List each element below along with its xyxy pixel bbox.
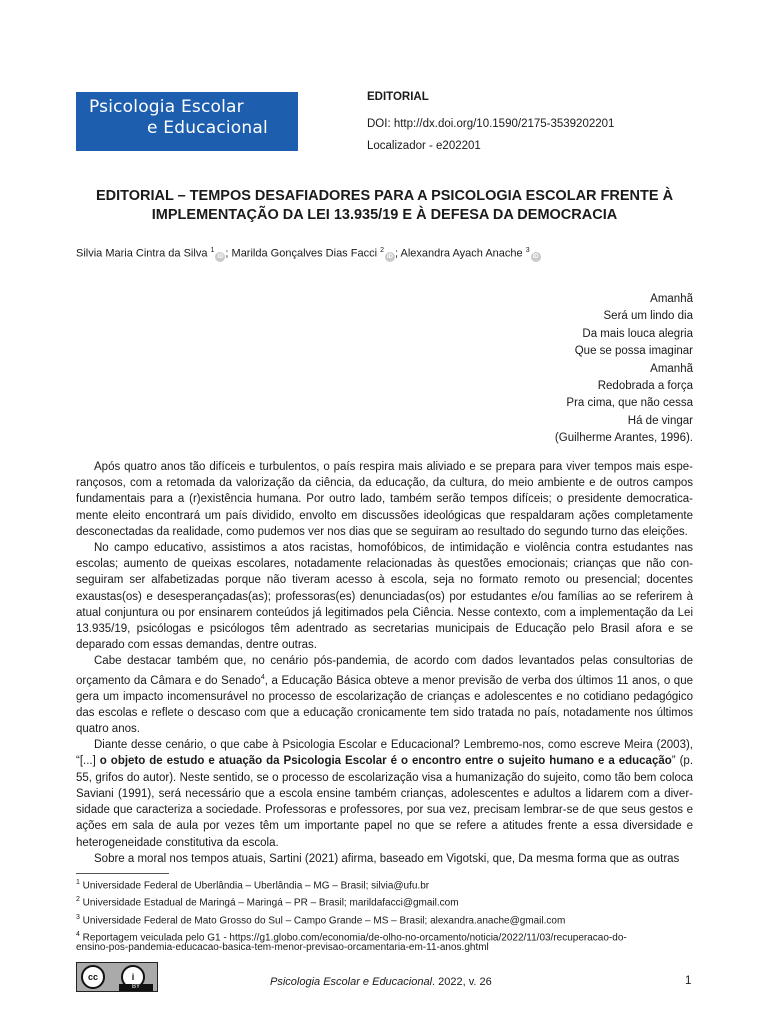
footnote-divider [76,873,169,874]
paragraph-text: Cabe destacar também que, no cenário pós-pandemia, de acordo com dados levantados pelas consultorias de orçamento da Câmara e do Senado [76,655,693,687]
author-name: Silvia Maria Cintra da Silva [76,247,208,260]
paragraph [76,653,693,737]
cc-license-badge[interactable] [76,962,158,992]
paragraph: Sobre a moral nos tempos atuais, Sartini (2021) afirma, baseado em Vigotski, que, Da mesma forma que as outras [94,852,680,865]
footnote-text: Universidade Estadual de Maringá – Maringá – PR – Brasil; marildafacci@gmail.com [79,897,459,909]
epigraph-line: Pra cima, que não cessa [566,397,693,410]
orcid-icon[interactable]: iD [532,253,539,260]
epigraph-line: Amanhã [650,293,693,305]
quote-emphasis: o objeto de estudo e atuação da Psicologia Escolar é o encontro entre o sujeito humano e a educação [99,755,672,768]
paragraph-text: Diante desse cenário, o que cabe à Psicologia Escolar e Educacional? Lembremo-nos, como escreve Meira (2003), “[...] [76,739,693,768]
footnote-number: 2 [76,896,80,903]
footnote-text: Universidade Federal de Uberlândia – Uberlândia – MG – Brasil; silvia@ufu.br [79,880,430,892]
footnote-ref[interactable]: 4 [260,673,265,681]
footnote-number: 4 [76,931,80,938]
epigraph-line: Será um lindo dia [603,310,693,323]
author-affiliation-sup: 3 [525,247,530,254]
footnote [76,942,489,955]
paragraph-text: , a Educação Básica obteve a menor previsão de verba dos últimos 11 anos, o que gera um impacto incomensurável no processo de escolarização de crianças e adolescentes e no cotidiano pedagógico das escolas e reflete o descaso com que a educação cronicamente tem sido tratada no país, notadamente nos últimos quatro anos. [76,674,693,736]
epigraph [555,291,693,448]
epigraph-line: Que se possa imaginar [574,345,693,358]
attribution-person-icon: i [121,965,145,989]
paragraph [76,737,693,850]
locator: Localizador - e202201 [367,140,481,152]
orcid-icon[interactable]: iD [217,253,224,260]
journal-volume: . 2022, v. 26 [432,976,492,988]
journal-logo [76,92,298,151]
footnote [76,877,429,893]
article-body [76,459,693,867]
paragraph: No campo educativo, assistimos a atos racistas, homofóbicos, de intimidação e violência contra estudantes nas escolas; aumento de queixas escolares, notadamente relacionadas às questões emocionais; crianças que não conseguiram ser alfabetizadas porque não tiveram acesso à escola, seja no formato remoto ou presencial; docentes exaustas(os) e desesperançadas(as); professoras(es) denunciadas(os) por estudantes e/ou famílias ao se referirem à atual conjuntura ou por ensinarem conteúdos já legitimados pela Ciência. Nesse contexto, com a implementação da Lei 13.935/19, psicólogas e psicólogos têm adentrado as secretarias municipais de Educação pelo Brasil afora e se deparado com essas demandas, dentre outras. [76,542,693,652]
footnote-link[interactable]: ensino-pos-pandemia-educacao-basica-tem-menor-previsao-orcamentaria-em-11-anos.ghtml [76,942,489,953]
author-name: Marilda Gonçalves Dias Facci [231,247,378,260]
journal-citation [270,976,492,988]
page-number: 1 [685,975,692,987]
epigraph-line: Amanhã [650,362,693,375]
orcid-icon[interactable]: iD [387,253,393,260]
doi-link[interactable]: DOI: http://dx.doi.org/10.1590/2175-3539202201 [367,118,615,130]
cc-icon: cc [81,965,105,989]
footnote-link[interactable]: Reportagem veiculada pelo G1 - https://g1.globo.com/economia/de-olho-no-orcamento/noticia/2022/11/03/recuperacao-do- [79,932,627,944]
epigraph-line: Da mais louca alegria [582,327,693,340]
footnote-number: 3 [76,914,80,921]
license-by-label: BY [119,984,153,991]
epigraph-citation: (Guilherme Arantes, 1996). [554,432,693,445]
section-label: EDITORIAL [367,91,429,103]
article-title: EDITORIAL – TEMPOS DESAFIADORES PARA A PSICOLOGIA ESCOLAR FRENTE À IMPLEMENTAÇÃO DA LEI 13.935/19 E À DEFESA DA DEMOCRACIA [95,188,674,223]
author-affiliation-sup: 2 [380,247,384,254]
epigraph-line: Redobrada a força [597,379,693,392]
journal-name: Psicologia Escolar e Educacional [270,976,433,988]
author-affiliation-sup: 1 [210,247,215,254]
paragraph-text: ” (p. 55, grifos do autor). Neste sentido, se o processo de escolarização visa a humanização do sujeito, como tão bem coloca Saviani (1991), será necessário que a escola ensine também crianças, adolescentes e adultos a lidarem com a diversidade que caracteriza a sociedade. Professoras e professores, por sua vez, precisam lembrar-se de que seus gestos e ações em sala de aula por vezes têm um importante papel no que se refere a atitudes frente a essa diversidade e heterogeneidade constitutiva da escola. [76,755,694,849]
paragraph: Após quatro anos tão difíceis e turbulentos, o país respira mais aliviado e se prepara para viver tempos mais esperançosos, com a retomada da valorização da ciência, da educação, da cultura, do meio ambiente e de outros campos fundamentais para a (r)existência humana. Por outro lado, também serão tempos difíceis; o presidente democraticamente eleito encontrará um país dividido, envolto em discussões ideológicas que respaldaram ações completamente desconectadas da realidade, como pudemos ver nos dias que se seguiram ao resultado do segundo turno das eleições. [76,461,693,538]
footnote [76,912,565,928]
footnote-number: 1 [76,879,80,886]
footnote [76,894,459,910]
epigraph-line: Há de vingar [627,414,693,427]
logo-line-2: e Educacional [147,118,268,138]
author-list: Silvia Maria Cintra da Silva $^1$iD ; Marilda Gonçalves Dias Facci $^2$iD ; Alexandra Ayach Anache $^3$iD [76,247,539,260]
logo-line-1: Psicologia Escolar [89,97,244,117]
author-name: Alexandra Ayach Anache [400,247,523,260]
footnote-text: Universidade Federal de Mato Grosso do Sul – Campo Grande – MS – Brasil; alexandra.anache@gmail.com [79,915,566,927]
